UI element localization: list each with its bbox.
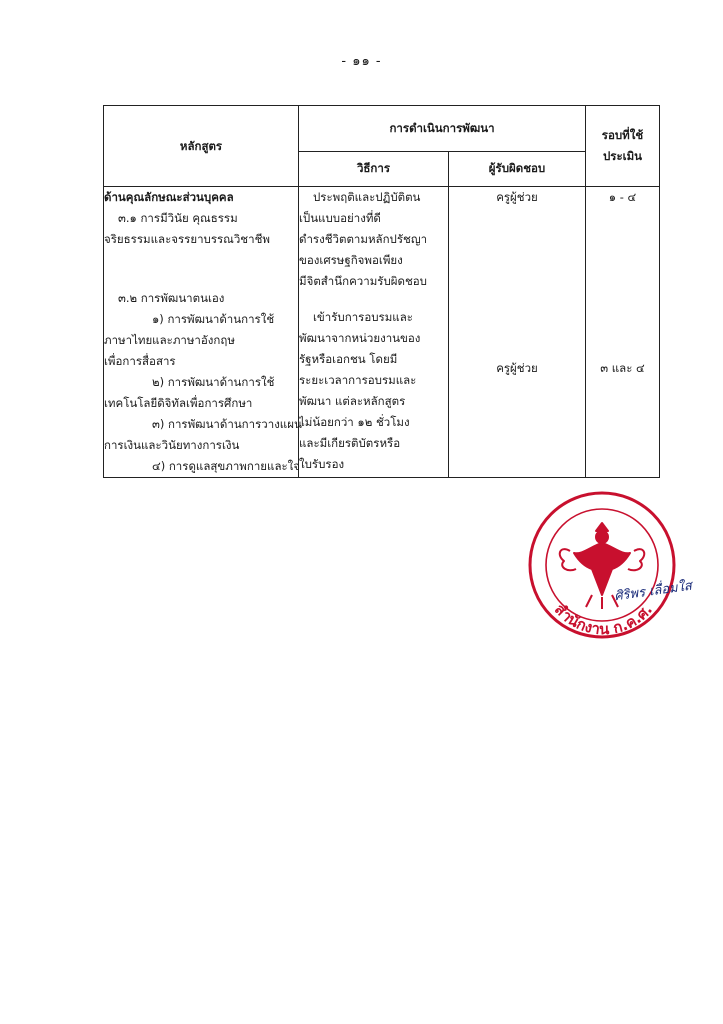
course-cell (104, 187, 302, 478)
course-item: ๓) การพัฒนาด้านการวางแผน (152, 417, 302, 431)
course-item: จริยธรรมและจรรยาบรรณวิชาชีพ (104, 232, 270, 246)
method-line: ดำรงชีวิตตามหลักปรัชญา (299, 232, 428, 246)
section-title: ด้านคุณลักษณะส่วนบุคคล (104, 190, 234, 204)
method-line: ไม่น้อยกว่า ๑๒ ชั่วโมง (299, 415, 410, 429)
method-line: ระยะเวลาการอบรมและ (299, 373, 417, 387)
course-item: ๔) การดูแลสุขภาพกายและใจ (152, 459, 301, 473)
method-line: ใบรับรอง (299, 457, 345, 471)
course-item: เพื่อการสื่อสาร (104, 354, 176, 368)
method-line: พัฒนาจากหน่วยงานของ (299, 331, 421, 345)
responsible-cell (449, 187, 586, 478)
method-line: ประพฤติและปฏิบัติตน (313, 190, 421, 204)
signature: ศิริพร เลื่อมใส (613, 578, 693, 605)
method-line: ของเศรษฐกิจพอเพียง (299, 253, 403, 267)
page-number: - ๑๑ - (341, 54, 382, 69)
header-development: การดำเนินการพัฒนา (299, 106, 586, 152)
header-round-line1: รอบที่ใช้ (601, 128, 644, 142)
header-course: หลักสูตร (104, 106, 299, 187)
course-item: ๒) การพัฒนาด้านการใช้ (152, 375, 275, 389)
official-seal-stamp (520, 485, 685, 650)
method-cell (299, 187, 449, 478)
round-cell (586, 187, 660, 478)
method-line: พัฒนา แต่ละหลักสูตร (299, 394, 406, 408)
course-item: การเงินและวินัยทางการเงิน (104, 438, 240, 452)
curriculum-table (103, 105, 660, 478)
course-item: ๓.๒ การพัฒนาตนเอง (118, 291, 225, 305)
method-line: และมีเกียรติบัตรหรือ (299, 436, 401, 450)
header-round (586, 106, 660, 187)
method-line: เป็นแบบอย่างที่ดี (299, 211, 381, 225)
method-line: รัฐหรือเอกชน โดยมี (299, 352, 398, 366)
method-line: มีจิตสำนึกความรับผิดชอบ (299, 274, 427, 288)
round-row1: ๑ - ๔ (608, 190, 637, 204)
course-item: ภาษาไทยและภาษาอังกฤษ (104, 333, 235, 347)
header-method: วิธีการ (299, 151, 449, 186)
round-row2: ๓ และ ๔ (600, 361, 645, 375)
method-line: เข้ารับการอบรมและ (313, 310, 413, 324)
course-item: ๑) การพัฒนาด้านการใช้ (152, 312, 275, 326)
responsible-row2: ครูผู้ช่วย (496, 361, 538, 375)
seal-text: สำนักงาน ก.ค.ศ. (550, 600, 656, 639)
header-responsible: ผู้รับผิดชอบ (449, 151, 586, 186)
header-round-line2: ประเมิน (602, 149, 643, 163)
course-item: เทคโนโลยีดิจิทัลเพื่อการศึกษา (104, 396, 253, 410)
responsible-row1: ครูผู้ช่วย (496, 190, 538, 204)
course-item: ๓.๑ การมีวินัย คุณธรรม (118, 211, 238, 225)
